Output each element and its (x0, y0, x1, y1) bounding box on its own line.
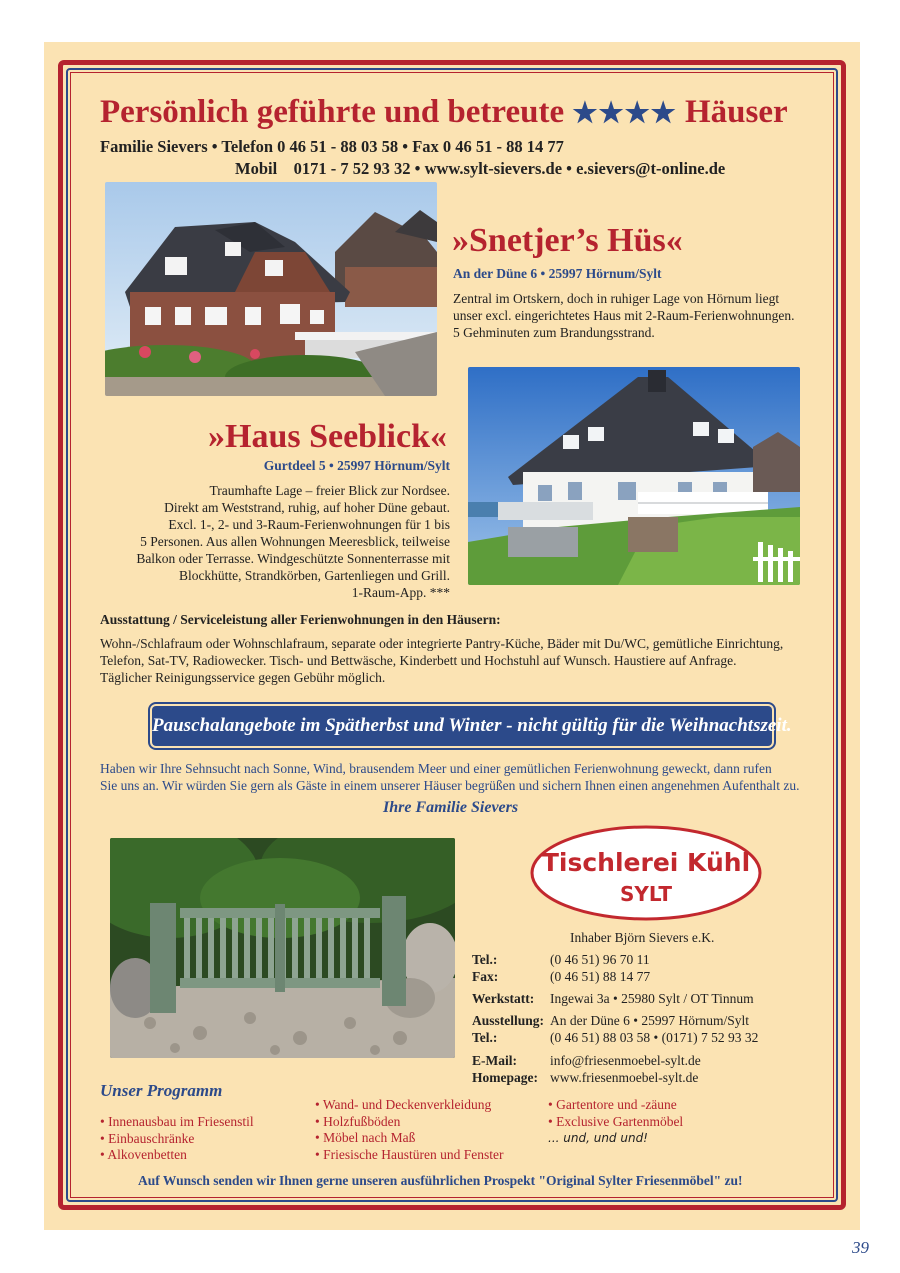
amenities-line: Wohn-/Schlafraum oder Wohnschlafraum, separate oder integrierte Pantry-Küche, Bäder mit Du/WC, gemütliche Einrichtung, (100, 636, 784, 651)
house2-line: 5 Personen. Aus allen Wohnungen Meeresblick, teilweise (140, 534, 450, 549)
list-item: • Friesische Haustüren und Fenster (315, 1146, 504, 1162)
house1-line: Zentral im Ortskern, doch in ruhiger Lage von Hörnum liegt (453, 291, 780, 306)
contact-line-1: Familie Sievers • Telefon 0 46 51 - 88 03 58 • Fax 0 46 51 - 88 14 77 (100, 137, 564, 156)
tel2-value: (0 46 51) 88 03 58 • (0171) 7 52 93 32 (550, 1030, 759, 1045)
page-number: 39 (852, 1238, 869, 1257)
house2-line: Traumhafte Lage – freier Blick zur Nordsee. (209, 483, 450, 498)
homepage-value[interactable]: www.friesenmoebel-sylt.de (550, 1070, 699, 1085)
amenities-text (100, 635, 820, 686)
house1-name: »Snetjer’s Hüs« (452, 222, 683, 259)
photo-haus-seeblick (468, 367, 800, 585)
list-item: • Holzfußböden (315, 1113, 401, 1129)
house1-description (453, 290, 813, 341)
invitation-text (100, 760, 825, 794)
amenities-line: Telefon, Sat-TV, Radiowecker. Tisch- und Bettwäsche, Kinderbett und Hochstuhl auf Wunsch. Haustiere auf Anfrage. (100, 653, 737, 668)
page-headline (100, 94, 820, 131)
house1-line: unser excl. eingerichtetes Haus mit 2-Raum-Ferienwohnungen. (453, 308, 795, 323)
logo-location-text: SYLT (620, 882, 672, 906)
photo-snetjers-hues (105, 182, 437, 396)
werkstatt-label: Werkstatt: (472, 991, 535, 1006)
list-item: • Gartentore und -zäune (548, 1097, 677, 1112)
list-item: • Innenausbau im Friesenstil (100, 1114, 254, 1129)
programm-col2 (315, 1097, 503, 1163)
owner-line: Inhaber Björn Sievers e.K. (570, 930, 715, 945)
photo-garden-gate (110, 838, 455, 1058)
tel-label: Tel.: (472, 952, 498, 967)
list-item: • Wand- und Deckenverkleidung (315, 1097, 492, 1112)
logo-name-text: Tischlerei Kühl (541, 848, 751, 877)
ausstellung-value: An der Düne 6 • 25997 Hörnum/Sylt (550, 1013, 749, 1028)
email-label: E-Mail: (472, 1053, 517, 1068)
list-item: • Exclusive Gartenmöbel (548, 1113, 684, 1129)
house2-name: »Haus Seeblick« (208, 418, 447, 455)
programm-col3 (548, 1097, 683, 1147)
house1-line: 5 Gehminuten zum Brandungsstrand. (453, 325, 655, 340)
contact-line-2: Mobil 0171 - 7 52 93 32 • www.sylt-sievers.de • e.sievers@t-online.de (235, 159, 726, 178)
stars-rating-icon: ★★★★ (572, 98, 677, 129)
list-item: • Möbel nach Maß (315, 1130, 416, 1145)
house1-address: An der Düne 6 • 25997 Hörnum/Sylt (453, 266, 662, 281)
headline-part2: Häuser (685, 94, 788, 130)
programm-title: Unser Programm (100, 1081, 223, 1100)
programm-col1 (100, 1114, 254, 1164)
amenities-line: Täglicher Reinigungsservice gegen Gebühr möglich. (100, 670, 386, 685)
headline-part1: Persönlich geführte und betreute (100, 94, 565, 130)
werkstatt-value: Ingewai 3a • 25980 Sylt / OT Tinnum (550, 991, 754, 1006)
tel2-label: Tel.: (472, 1030, 498, 1045)
signature: Ihre Familie Sievers (383, 799, 519, 816)
invitation-line: Haben wir Ihre Sehnsucht nach Sonne, Wind, brausendem Meer und einer gemütlichen Ferienwohnung geweckt, dann rufen (100, 761, 772, 776)
fax-label: Fax: (472, 969, 499, 984)
offer-banner: Pauschalangebote im Spätherbst und Winter - nicht gültig für die Weihnachtszeit. (152, 706, 772, 746)
tischlerei-kuehl-logo (530, 825, 762, 921)
email-value[interactable]: info@friesenmoebel-sylt.de (550, 1053, 701, 1068)
invitation-line: Sie uns an. Wir würden Sie gern als Gäste in einem unserer Häuser begrüßen und sichern Ihnen einen angenehmen Aufenthalt zu. (100, 778, 800, 793)
house2-description (70, 482, 450, 601)
list-note: ... und, und und! (548, 1131, 648, 1145)
homepage-label: Homepage: (472, 1070, 538, 1085)
house2-line: Balkon oder Terrasse. Windgeschützte Sonnenterrasse mit (136, 551, 450, 566)
house2-line: Blockhütte, Strandkörben, Gartenliegen und Grill. (178, 568, 450, 583)
house2-address: Gurtdeel 5 • 25997 Hörnum/Sylt (263, 458, 450, 473)
list-item: • Alkovenbetten (100, 1147, 187, 1162)
amenities-heading: Ausstattung / Serviceleistung aller Ferienwohnungen in den Häusern: (100, 612, 501, 627)
house2-line: 1-Raum-App. *** (351, 585, 450, 600)
ausstellung-label: Ausstellung: (472, 1013, 545, 1028)
prospect-note: Auf Wunsch senden wir Ihnen gerne unseren ausführlichen Prospekt "Original Sylter Friesenmöbel" zu! (138, 1173, 743, 1188)
list-item: • Einbauschränke (100, 1130, 195, 1146)
house2-line: Excl. 1-, 2- und 3-Raum-Ferienwohnungen für 1 bis (168, 517, 450, 532)
tel-value: (0 46 51) 96 70 11 (550, 952, 650, 967)
house2-line: Direkt am Weststrand, ruhig, auf hoher Düne gebaut. (164, 500, 450, 515)
fax-value: (0 46 51) 88 14 77 (550, 969, 651, 984)
